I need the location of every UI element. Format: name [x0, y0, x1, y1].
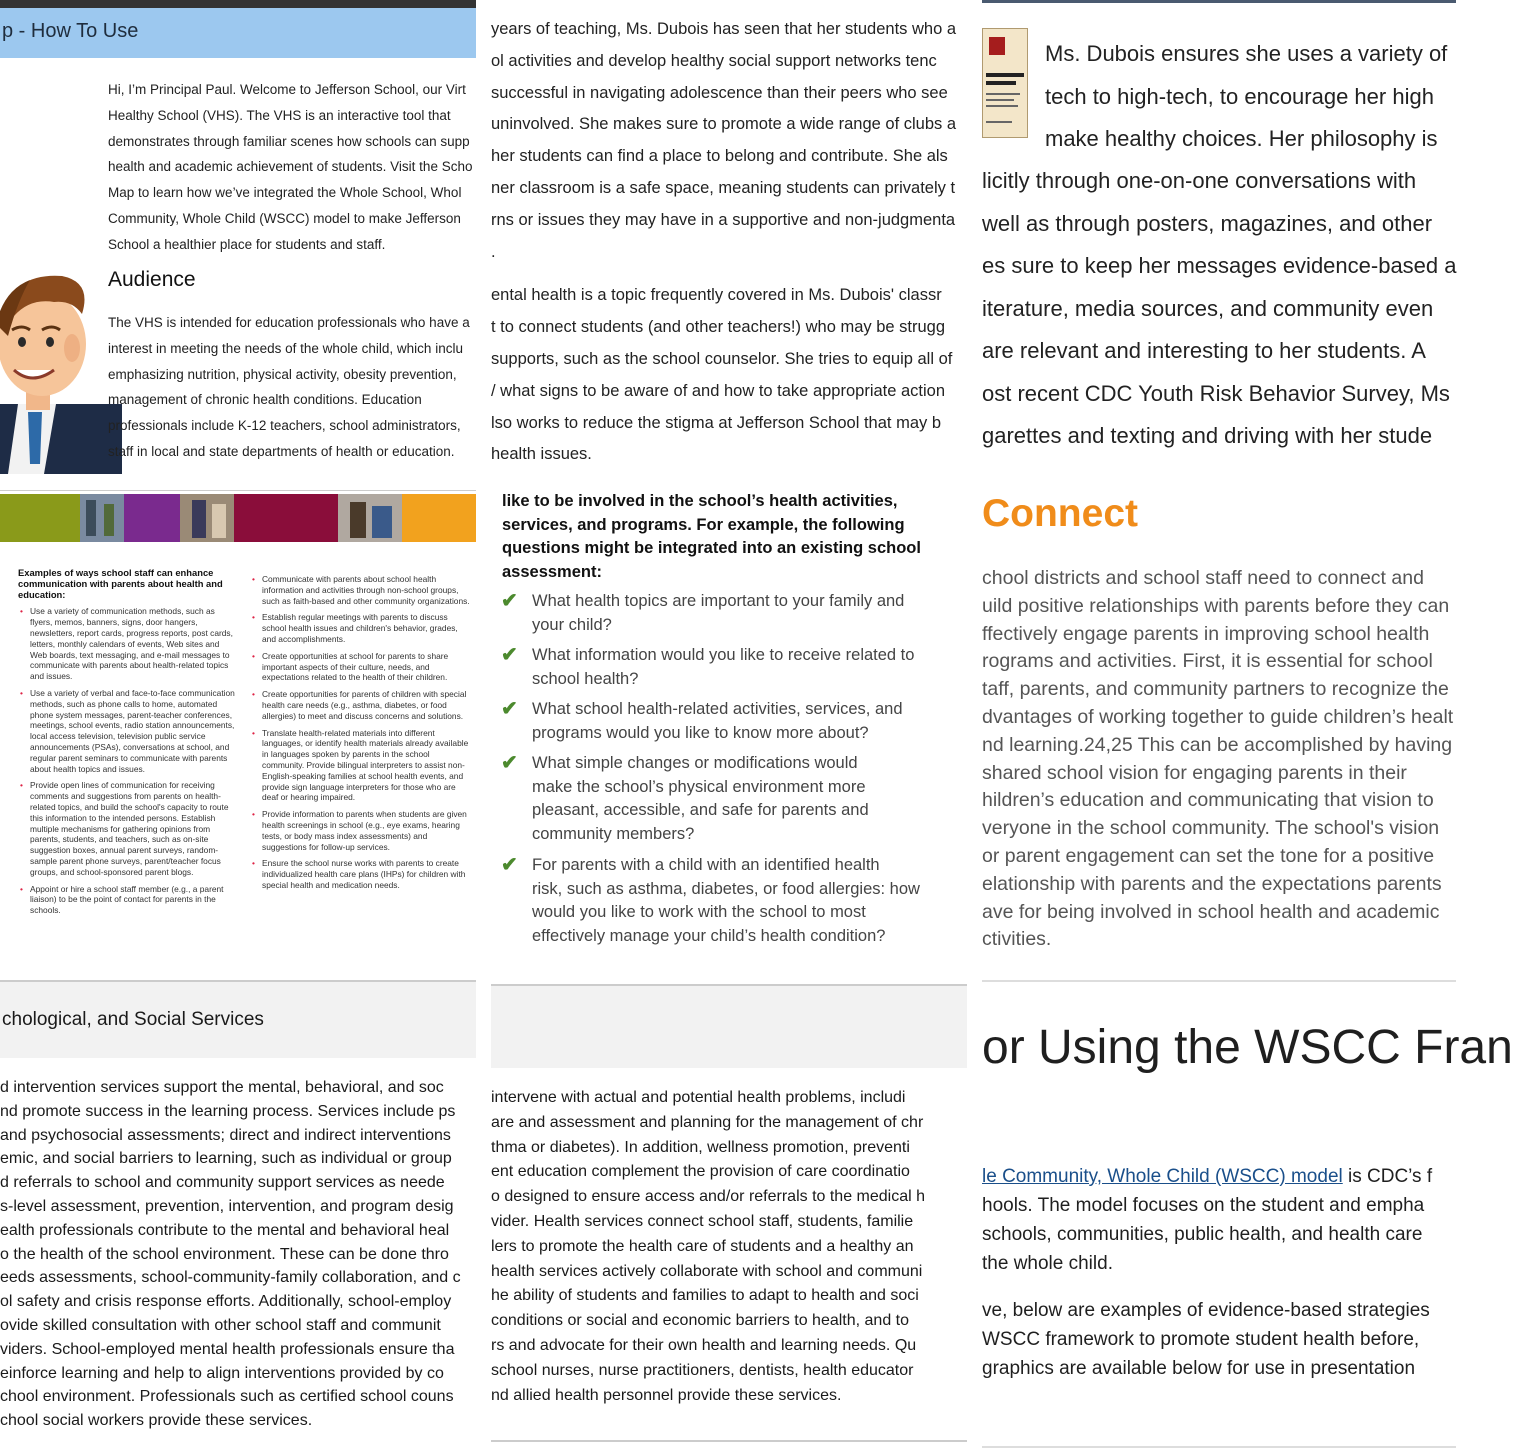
- text-line: he ability of students and families to adapt to health and soci: [491, 1287, 919, 1305]
- list-item: • Appoint or hire a school staff member (e.g., a parent liaison) to be the point of contact for parents in the schools.: [18, 884, 238, 916]
- examples-column-left: [18, 568, 238, 916]
- text-line: einforce learning and help to align interventions provided by co: [0, 1364, 444, 1382]
- question-item: [501, 854, 941, 948]
- text-line: are relevant and interesting to her students. A: [982, 338, 1426, 363]
- text-line: community members?: [532, 824, 695, 843]
- text-line: .: [491, 242, 496, 261]
- checkmark-icon: ✔: [501, 644, 518, 666]
- text-line: conditions or social and economic barriers to health, and to: [491, 1312, 910, 1330]
- text-line: eeds assessments, school-community-family collaboration, and c: [0, 1269, 461, 1287]
- wscc-framework-panel: [982, 980, 1513, 1454]
- checkmark-icon: ✔: [501, 854, 518, 876]
- section-header[interactable]: [491, 986, 967, 1068]
- text-line: [982, 1162, 1432, 1191]
- text-line: For parents with a child with an identified health: [532, 856, 880, 874]
- examples-column-right: [250, 568, 470, 891]
- text-line: rograms and activities. First, it is essential for school: [982, 650, 1433, 673]
- text-line: or parent engagement can set the tone for a positive: [982, 844, 1435, 867]
- text-line: What school health-related activities, services, and: [532, 700, 903, 718]
- text-line: hildren’s education and communicating that vision to: [982, 789, 1434, 812]
- text-line: Hi, I’m Principal Paul. Welcome to Jefferson School, our Virt: [108, 82, 466, 97]
- text-line: would you like to work with the school to most: [532, 903, 866, 921]
- text-line: garettes and texting and driving with her stude: [982, 423, 1433, 448]
- text-line: nd allied health personnel provide these services.: [491, 1386, 842, 1404]
- question-item: [501, 698, 941, 745]
- questions-intro: [502, 490, 921, 584]
- assessment-questions-panel: [491, 490, 967, 964]
- text-line: make healthy choices. Her philosophy is: [1045, 126, 1438, 151]
- text-line: your child?: [532, 615, 612, 634]
- text-line: supports, such as the school counselor. She tries to equip all of: [491, 349, 953, 368]
- text-line: the whole child.: [982, 1253, 1113, 1274]
- text-line: well as through posters, magazines, and other: [982, 210, 1433, 236]
- text-line: chool social workers provide these services.: [0, 1412, 313, 1430]
- text-line: What simple changes or modifications would: [532, 754, 858, 772]
- text-line: What health topics are important to your family and: [532, 592, 905, 610]
- text-line: uninvolved. She makes sure to promote a wide range of clubs a: [491, 115, 957, 134]
- philosophy-paragraph-continued: [982, 160, 1457, 458]
- social-services-panel: [0, 980, 476, 1454]
- audience-heading: Audience: [108, 268, 196, 291]
- text-line: ve, below are examples of evidence-based strategies: [982, 1300, 1430, 1321]
- text-line: graphics are available below for use in presentation: [982, 1358, 1416, 1379]
- paragraph-gap: [491, 268, 956, 280]
- text-line: tech to high-tech, to encourage her high: [1045, 83, 1434, 109]
- text-line: ave for being involved in school health and academic: [982, 900, 1440, 923]
- band-purple: [124, 494, 180, 542]
- health-services-panel: [491, 980, 967, 1454]
- list-item: • Translate health-related materials into different languages, or identify health materials already available in languages spoken by parents in the school community. Provide bilingual interpreters to assist non-English-speaking families at school health events, and provide sign language interpreters for those who are deaf or hearing impaired.: [250, 728, 470, 804]
- text-line: professionals include K-12 teachers, school administrators,: [108, 418, 461, 434]
- text-line: d referrals to school and community support services as neede: [0, 1174, 445, 1192]
- text-fragment: is CDC’s f: [1342, 1166, 1433, 1187]
- text-line: What information would you like to receive related to: [532, 646, 915, 664]
- list-item: • Ensure the school nurse works with parents to create individualized health care plans (IHPs) for children with special health and medication needs.: [250, 858, 470, 890]
- text-line: services, and programs. For example, the following: [502, 515, 905, 534]
- text-line: management of chronic health conditions. Education: [108, 392, 422, 408]
- question-item: [501, 752, 941, 846]
- text-line: interest in meeting the needs of the whole child, which inclu: [108, 340, 463, 356]
- text-line: years of teaching, Ms. Dubois has seen that her students who a: [491, 20, 957, 38]
- top-bar: [0, 0, 476, 8]
- page-title: or Using the WSCC Fran: [982, 1021, 1513, 1074]
- section-header-title: p - How To Use: [2, 20, 139, 42]
- text-line: Community, Whole Child (WSCC) model to make Jefferson: [108, 210, 461, 226]
- text-line: demonstrates through familiar scenes how schools can supp: [108, 133, 470, 149]
- list-item: • Use a variety of verbal and face-to-face communication methods, such as phone calls to home, automated phone system messages, parent-teacher conferences, meetings, school events, radio station announcements, local access television, television public service announcements (PSAs), conversations at school, and regular parent seminars to communicate with parents about health topics and issues.: [18, 688, 238, 774]
- text-line: nd learning.24,25 This can be accomplished by having: [982, 733, 1453, 756]
- text-line: lers to promote the health care of students and a healthy an: [491, 1237, 914, 1255]
- text-line: viders. School-employed mental health professionals ensure tha: [0, 1340, 455, 1358]
- text-line: ealth professionals contribute to the mental and behavioral heal: [0, 1221, 450, 1239]
- list-item: • Establish regular meetings with parents to discuss school health issues and children's behavior, grades, and accomplishments.: [250, 612, 470, 644]
- text-line: intervene with actual and potential health problems, includi: [491, 1089, 906, 1106]
- photo-color-band: [0, 490, 476, 542]
- text-line: school health?: [532, 669, 639, 688]
- dubois-article-panel: [491, 0, 967, 474]
- text-line: Healthy School (VHS). The VHS is an interactive tool that: [108, 107, 451, 123]
- text-line: health and academic achievement of students. Visit the Scho: [108, 159, 473, 175]
- text-line: emphasizing nutrition, physical activity, obesity prevention,: [108, 366, 457, 382]
- text-line: successful in navigating adolescence than their peers who see: [491, 83, 948, 102]
- text-line: and psychosocial assessments; direct and indirect interventions: [0, 1126, 451, 1144]
- text-line: school nurses, nurse practitioners, dentists, health educator: [491, 1361, 914, 1379]
- band-olive: [0, 494, 80, 542]
- connect-heading: Connect: [982, 492, 1138, 535]
- text-line: Ms. Dubois ensures she uses a variety of: [1045, 41, 1448, 66]
- intro-paragraph: [108, 77, 472, 258]
- text-line: ent education complement the provision of care coordinatio: [491, 1163, 910, 1181]
- section-header-title: chological, and Social Services: [2, 1009, 264, 1030]
- audience-paragraph: [108, 310, 470, 465]
- text-line: ol safety and crisis response efforts. Additionally, school-employ: [0, 1293, 452, 1311]
- question-item: [501, 644, 941, 691]
- wscc-model-link[interactable]: le Community, Whole Child (WSCC) model: [982, 1166, 1343, 1187]
- text-line: ctivities.: [982, 928, 1052, 951]
- article-body: [491, 14, 956, 471]
- communication-examples-document: [0, 490, 476, 964]
- band-maroon: [234, 494, 338, 542]
- band-orange: [402, 494, 476, 542]
- text-line: rns or issues they may have in a supportive and non-judgmenta: [491, 210, 956, 229]
- text-line: vider. Health services connect school staff, students, familie: [491, 1212, 914, 1230]
- list-item: • Provide open lines of communication for receiving comments and suggestions from parents on health-related topics, and build the school's capacity to route this information to the intended persons. Establish multiple mechanisms for gathering opinions from parents, students, and teachers, such as on-site suggestion boxes, annual parent surveys, random-sample parent phone surveys, parent/teacher focus groups, and school-sponsored parent blogs.: [18, 780, 238, 877]
- text-line: ental health is a topic frequently covered in Ms. Dubois' classr: [491, 286, 942, 305]
- checkmark-icon: ✔: [501, 752, 518, 774]
- dubois-philosophy-panel: [982, 0, 1456, 474]
- wscc-intro-paragraph: [982, 1162, 1432, 1278]
- list-item: • Provide information to parents when students are given health screenings in school (e.g., eye exams, hearing tests, or body mass index assessments) and suggestions for follow-up services.: [250, 809, 470, 852]
- checkmark-icon: ✔: [501, 590, 518, 612]
- text-line: uild positive relationships with parents before they can: [982, 594, 1450, 617]
- section-header[interactable]: [0, 982, 476, 1058]
- text-line: / what signs to be aware of and how to take appropriate action: [491, 381, 946, 400]
- text-line: chool districts and school staff need to connect and: [982, 567, 1424, 589]
- text-line: veryone in the school community. The school's vision: [982, 817, 1440, 840]
- text-line: licitly through one-on-one conversations with: [982, 168, 1417, 193]
- text-line: o designed to ensure access and/or referrals to the medical h: [491, 1188, 926, 1206]
- text-line: ffectively engage parents in improving school health: [982, 622, 1430, 645]
- text-line: ost recent CDC Youth Risk Behavior Survey, Ms: [982, 380, 1450, 406]
- text-line: staff in local and state departments of health or education.: [108, 443, 455, 459]
- services-paragraph: [0, 1076, 461, 1433]
- text-line: ovide skilled consultation with other school staff and communit: [0, 1316, 441, 1334]
- divider: [982, 980, 1456, 982]
- text-line: effectively manage your child’s health condition?: [532, 926, 886, 945]
- text-line: make the school’s physical environment more: [532, 777, 866, 796]
- text-line: shared school vision for engaging parents in their: [982, 761, 1407, 784]
- divider: [491, 1440, 967, 1442]
- list-item: • Communicate with parents about school health information and activities through non-school groups, such as faith-based and other community organizations.: [250, 574, 470, 606]
- text-line: d intervention services support the mental, behavioral, and soc: [0, 1079, 444, 1096]
- question-item: [501, 590, 941, 637]
- connect-paragraph: [982, 565, 1453, 954]
- text-line: taff, parents, and community partners to recognize the: [982, 678, 1449, 701]
- text-line: health services actively collaborate with school and communi: [491, 1262, 923, 1280]
- text-line: Map to learn how we’ve integrated the Whole School, Whol: [108, 185, 462, 201]
- text-line: The VHS is intended for education professionals who have a: [108, 315, 470, 330]
- text-line: schools, communities, public health, and health care: [982, 1224, 1423, 1245]
- philosophy-paragraph: [1045, 33, 1447, 161]
- text-line: thma or diabetes). In addition, wellness promotion, preventi: [491, 1138, 910, 1156]
- text-line: School a healthier place for students and staff.: [108, 236, 386, 252]
- text-line: like to be involved in the school’s health activities,: [502, 492, 898, 510]
- text-line: elationship with parents and the expectations parents: [982, 872, 1442, 895]
- text-line: assessment:: [502, 562, 602, 581]
- health-services-paragraph: [491, 1086, 925, 1408]
- list-item: • Create opportunities at school for parents to share important aspects of their culture, needs, and expectations related to the health of their children.: [250, 651, 470, 683]
- text-line: es sure to keep her messages evidence-based a: [982, 253, 1457, 278]
- list-item: • Use a variety of communication methods, such as flyers, memos, banners, signs, door hangers, newsletters, report cards, progress reports, post cards, letters, monthly calendars of events, Web sites and Web boards, text messaging, and e-mail messages to communicate with parents about health-related topics and issues.: [18, 606, 238, 682]
- text-line: t to connect students (and other teachers!) who may be strugg: [491, 318, 945, 337]
- connect-section-panel: [982, 490, 1456, 964]
- text-line: dvantages of working together to guide children’s healt: [982, 705, 1454, 728]
- band-photo-3: [338, 494, 402, 542]
- text-line: s-level assessment, prevention, intervention, and program desig: [0, 1197, 454, 1215]
- top-bar: [982, 0, 1456, 3]
- text-line: WSCC framework to promote student health before,: [982, 1329, 1420, 1350]
- poster-image: [982, 28, 1028, 138]
- text-line: iterature, media sources, and community even: [982, 295, 1434, 321]
- text-line: ol activities and develop healthy social support networks tenc: [491, 51, 937, 70]
- checkmark-icon: ✔: [501, 698, 518, 720]
- text-line: emic, and social barriers to learning, such as individual or group: [0, 1150, 452, 1168]
- text-line: questions might be integrated into an existing school: [502, 539, 921, 557]
- text-line: o the health of the school environment. These can be done thro: [0, 1245, 449, 1263]
- section-header: [0, 8, 476, 58]
- divider: [982, 1446, 1456, 1448]
- how-to-use-panel: [0, 0, 476, 474]
- wscc-strategies-paragraph: [982, 1296, 1430, 1383]
- text-line: programs would you like to know more about?: [532, 723, 869, 742]
- text-line: rs and advocate for their own health and learning needs. Qu: [491, 1336, 917, 1354]
- text-line: nd promote success in the learning process. Services include ps: [0, 1102, 456, 1120]
- text-line: chool environment. Professionals such as certified school couns: [0, 1388, 454, 1406]
- text-line: risk, such as asthma, diabetes, or food allergies: how: [532, 879, 920, 898]
- list-item: • Create opportunities for parents of children with special health care needs (e.g., asthma, diabetes, or food allergies) to meet and discuss concerns and solutions.: [250, 689, 470, 721]
- text-line: pleasant, accessible, and safe for parents and: [532, 801, 869, 819]
- examples-heading: Examples of ways school staff can enhance communication with parents about health and education:: [18, 567, 223, 600]
- text-line: hools. The model focuses on the student and empha: [982, 1195, 1425, 1216]
- text-line: her students can find a place to belong and contribute. She als: [491, 147, 948, 166]
- text-line: are and assessment and planning for the management of chr: [491, 1113, 924, 1131]
- text-line: lso works to reduce the stigma at Jefferson School that may b: [491, 413, 942, 432]
- principal-avatar-illustration: [0, 264, 122, 474]
- text-line: ner classroom is a safe space, meaning students can privately t: [491, 178, 956, 197]
- text-line: health issues.: [491, 445, 592, 464]
